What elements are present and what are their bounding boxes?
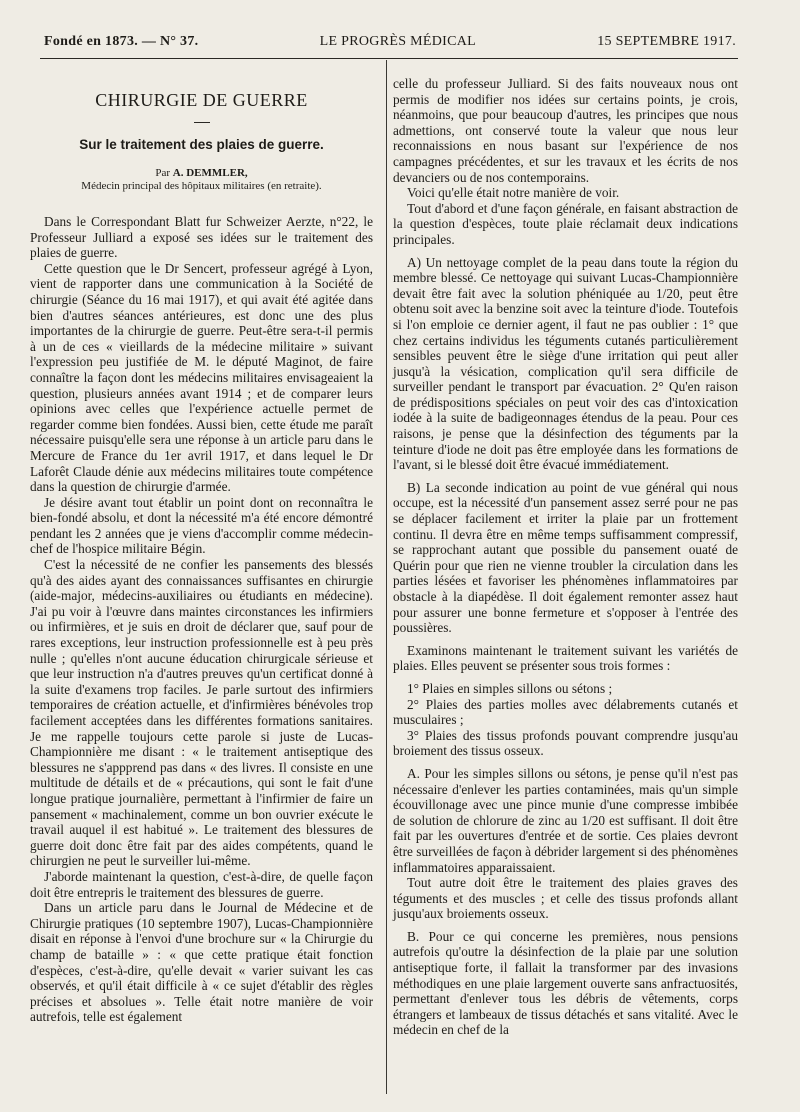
paragraph: J'aborde maintenant la question, c'est-à-dire, de quelle façon doit être entrepris le traitement des blessures de guerre. [30, 868, 373, 900]
byline-prefix: Par [155, 167, 171, 179]
article-title: Sur le traitement des plaies de guerre. [79, 137, 324, 152]
paragraph: Tout autre doit être le traitement des plaies graves des téguments et des muscles ; et celle des tissus profonds allant jusqu'aux broiements osseux. [393, 875, 738, 922]
paragraph: C'est la nécessité de ne confier les pansements des blessés qu'à des aides ayant des connaissances suffisantes en chirurgie (aide-major, médecins-auxiliaires ou étudiants en médecine). J'ai pu voir à l'œuvre dans maintes circonstances les infirmiers ou infirmières, et je suis en droit de déclarer que, sauf pour de rares exceptions, leur instruction professionnelle est à peu près nulle ; qu'elles n'ont aucune éducation chirurgicale sérieuse et que leur instruction n'a d'autres preuves qu'un certificat donné à la suite d'examens trop faciles. Je parle surtout des infirmiers temporaires de création actuelle, et d'infirmières bénévoles trop facilement acceptées dans les différentes formations sanitaires. Je me rappelle toujours cette parole si juste de Lucas-Championnière me disant : « le traitement antiseptique des blessures ne s'appprend pas dans « des livres. Il consiste en une multitude de détails et de « précautions, qui sont le fait d'une longue pratique journalière, permettant à l'infirmier de faire un pansement « machinalement, comme un bon ouvrier exécute le travail auquel il est habitué ». Le traitement des blessures de guerre doit donc être fait par des aides compétents, quand le chirurgien ne peut le surveiller lui-même. [30, 557, 373, 869]
paragraph: Je désire avant tout établir un point dont on reconnaîtra le bien-fondé absolu, et dont la nécessité m'a été encore démontré pendant les 2 années que je viens d'accomplir comme médecin-chef de l'hospice militaire Bégin. [30, 494, 373, 557]
paragraph: celle du professeur Julliard. Si des faits nouveaux nous ont permis de modifier nos idées sur certains points, je crois, néanmoins, que pour beaucoup d'autres, les principes que nous admettions, ont conservé toute la valeur que nous leur reconnaissions en nous basant sur l'expérience de nos campagnes précédentes, et sur les travaux et les écrits de nos devanciers ou de nos contemporains. [393, 76, 738, 185]
paragraph: Dans un article paru dans le Journal de Médecine et de Chirurgie pratiques (10 septembre 1907), Lucas-Championnière disait en réponse à l'envoi d'une brochure sur « la Chirurgie du champ de bataille » : « que cette pratique était fonction d'espèces, c'est-à-dire, qu'elle devait « varier suivant les cas observés, et qu'il était difficile à « ce sujet d'établir des règles précises et absolues ». Telle était notre manière de voir autrefois, telle est également [30, 900, 373, 1025]
author-affiliation: Médecin principal des hôpitaux militaires (en retraite). [81, 180, 322, 192]
section-title: CHIRURGIE DE GUERRE [95, 90, 308, 110]
list-item: 3° Plaies des tissus profonds pouvant comprendre jusqu'au broiement des tissus osseux. [393, 727, 738, 759]
paragraph: A. Pour les simples sillons ou sétons, je pense qu'il n'est pas nécessaire d'enlever les parties contaminées, mais qu'un simple écouvillonage avec une pince munie d'une compresse imbibée de solution de chlorure de zinc au 1/20 est suffisant. Il doit être fait par les ouvertures d'entrée et de sortie. Ces plaies devront être surveillées de façon à débrider largement si des phénomènes inflammatoires apparaissaient. [393, 765, 738, 875]
journal-name: LE PROGRÈS MÉDICAL [319, 34, 476, 49]
paragraph: Dans le Correspondant Blatt fur Schweizer Aerzte, n°22, le Professeur Julliard a exposé ses idées sur le traitement des plaies de guerre. [30, 214, 373, 261]
author-name: A. DEMMLER, [172, 167, 248, 179]
title-dash [194, 122, 210, 123]
paragraph: Voici qu'elle était notre manière de voir. [407, 185, 620, 201]
list-item: 1° Plaies en simples sillons ou sétons ; [407, 680, 613, 696]
column-divider [386, 60, 387, 1094]
issue-date: 15 SEPTEMBRE 1917. [597, 34, 736, 49]
running-header [44, 34, 736, 56]
paragraph: Cette question que le Dr Sencert, professeur agrégé à Lyon, vient de rapporter dans une communication à la Société de chirurgie (Séance du 16 mai 1917), et qui avait été agitée dans bien d'autres séances antérieures, est donc une des plus importantes de la chirurgie de guerre. Peut-être sera-t-il permis à un de ces « vieillards de la médecine militaire » suivant l'expression peu justifiée de M. le député Maginot, de faire connaître la façon dont les médecins militaires envisageaient la question, plusieurs années avant 1914 ; et de comparer leurs opinions avec celles que l'expérience actuelle permet de regarder comme bien fondées. Aussi bien, cette étude me paraît nécessaire puisqu'elle sera une réponse à un article paru dans le Mercure de France du 1er avril 1917, et dans lequel le Dr Laforêt Claude dénie aux médecins militaires toute compétence dans la question de chirurgie d'armée. [30, 260, 373, 495]
right-column [393, 76, 738, 1038]
byline [30, 167, 373, 180]
left-column [30, 66, 373, 1025]
paragraph: Tout d'abord et d'une façon générale, en faisant abstraction de la question d'espèces, toute plaie réclamait deux indications principales. [393, 200, 738, 247]
header-founded: Fondé en 1873. — N° 37. [44, 34, 199, 49]
paragraph: Examinons maintenant le traitement suivant les variétés de plaies. Elles peuvent se présenter sous trois formes : [393, 642, 738, 674]
paragraph-indication-b: B) La seconde indication au point de vue général qui nous occupe, est la nécessité d'un pansement assez serré pour ne pas se déplacer facilement et irriter la plaie par un frottement continu. Il devra être en même temps suffisamment compressif, se rapprochant autant que possible du pansement ouaté de Quérin pour que rien ne vienne troubler la circulation dans les parties lésées et favoriser les phénomènes inflammatoires par obstacle à la diapédèse. Il doit également remonter assez haut pour assurer une bonne fermeture et s'opposer à l'entrée des poussières. [393, 479, 738, 636]
header-rule [40, 58, 738, 59]
paragraph: B. Pour ce qui concerne les premières, nous pensions autrefois qu'outre la désinfection de la plaie par une solution antiseptique forte, il fallait la transformer par des invasions méthodiques en une plaie largement ouverte sans anfractuosités, permettant d'enlever tous les débris de vêtements, corps étrangers et lambeaux de tissus détachés et sans vitalité. Avec le médecin en chef de la [393, 928, 738, 1038]
list-item: 2° Plaies des parties molles avec délabrements cutanés et musculaires ; [393, 696, 738, 728]
paragraph-indication-a: A) Un nettoyage complet de la peau dans toute la région du membre blessé. Ce nettoyage qui suivant Lucas-Championnière devait être fait avec la solution phéniquée au 1/20, peut être obtenu soit avec la benzine soit avec la teinture d'iode. Toutefois si l'on emploie ce dernier agent, il faut ne pas oublier : 1° que chez certains individus les téguments cutanés particulièrement sensibles peuvent être le siège d'une irritation qui peut aller jusqu'à la vésication, complication qu'il sera difficile de surveiller pendant le transport par évacuation. 2° Qu'en raison de prédispositions spéciales on peut voir des cas d'intoxication iodée à la suite de badigeonnages étendus de la peau. Pour ces raisons, je pense que la désinfection des téguments par la teinture d'iode ne doit pas être employée dans les formations de l'avant, si le blessé doit être évacué immédiatement. [393, 254, 738, 473]
